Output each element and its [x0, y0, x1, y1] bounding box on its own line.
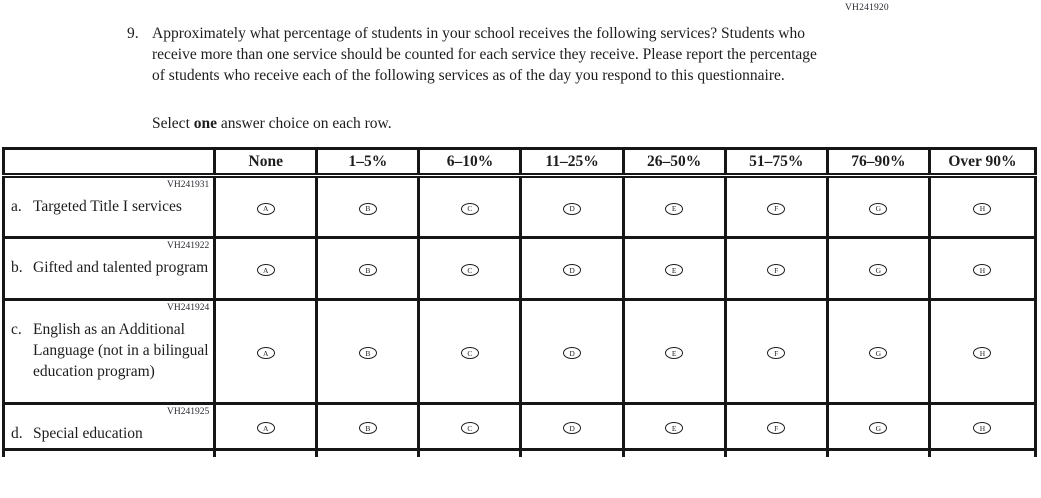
row-label-text: Targeted Title I services: [33, 198, 182, 215]
answer-cell-c-1: [317, 300, 419, 404]
answer-cell-b-7: [929, 238, 1035, 300]
cutoff-cell: [521, 450, 623, 457]
answer-cell-b-1: [317, 238, 419, 300]
table-row-d: [4, 404, 1036, 450]
answer-bubble-c-G[interactable]: G: [869, 347, 887, 359]
answer-bubble-b-A[interactable]: A: [257, 264, 275, 276]
corner-cell: [4, 149, 215, 176]
answer-cell-a-1: [317, 176, 419, 238]
column-header-4: 26–50%: [623, 149, 725, 176]
row-letter: b.: [11, 259, 23, 276]
row-label-cell: [4, 176, 215, 238]
cutoff-cell: [623, 450, 725, 457]
column-header-1: 1–5%: [317, 149, 419, 176]
answer-cell-b-4: [623, 238, 725, 300]
cutoff-cell: [827, 450, 929, 457]
answer-bubble-a-F[interactable]: F: [767, 203, 785, 215]
answer-cell-d-0: [215, 404, 317, 450]
answer-bubble-c-F[interactable]: F: [767, 347, 785, 359]
answer-cell-d-7: [929, 404, 1035, 450]
row-label: [11, 319, 211, 382]
answer-bubble-a-B[interactable]: B: [359, 203, 377, 215]
answer-bubble-d-H[interactable]: H: [973, 422, 991, 434]
answer-bubble-d-F[interactable]: F: [767, 422, 785, 434]
answer-cell-b-0: [215, 238, 317, 300]
row-label: [11, 196, 211, 217]
answer-cell-d-1: [317, 404, 419, 450]
row-label-cell: [4, 238, 215, 300]
column-header-7: Over 90%: [929, 149, 1035, 176]
answer-bubble-d-B[interactable]: B: [359, 422, 377, 434]
answer-bubble-a-C[interactable]: C: [461, 203, 479, 215]
question-text: Approximately what percentage of students in your school receives the following services? Students who receive more than one service should be counted for each service they receive. Please report the percentage of students who receive each of the following services as of the day you respond to this questionnaire.: [152, 24, 817, 85]
answer-cell-c-7: [929, 300, 1035, 404]
answer-cell-d-2: [419, 404, 521, 450]
instruction-line: [152, 115, 392, 133]
cutoff-cell: [929, 450, 1035, 457]
answer-bubble-d-E[interactable]: E: [665, 422, 683, 434]
row-label-cell: [4, 404, 215, 450]
column-header-2: 6–10%: [419, 149, 521, 176]
cutoff-cell: [4, 450, 215, 457]
answer-cell-d-5: [725, 404, 827, 450]
cutoff-cell: [215, 450, 317, 457]
question-number: 9.: [127, 24, 139, 42]
answer-bubble-d-A[interactable]: A: [257, 422, 275, 434]
answer-bubble-b-D[interactable]: D: [563, 264, 581, 276]
answer-bubble-c-D[interactable]: D: [563, 347, 581, 359]
cutoff-row-stub: [4, 450, 1036, 457]
row-letter: c.: [11, 321, 22, 338]
row-label: [11, 423, 211, 444]
instruction-suffix: answer choice on each row.: [217, 114, 392, 132]
row-letter: d.: [11, 425, 23, 442]
answer-bubble-c-E[interactable]: E: [665, 347, 683, 359]
answer-bubble-d-C[interactable]: C: [461, 422, 479, 434]
answer-cell-c-6: [827, 300, 929, 404]
answer-cell-b-3: [521, 238, 623, 300]
answer-bubble-b-H[interactable]: H: [973, 264, 991, 276]
row-item-code: VH241924: [166, 303, 210, 313]
answer-cell-d-6: [827, 404, 929, 450]
answer-cell-a-3: [521, 176, 623, 238]
answer-bubble-c-C[interactable]: C: [461, 347, 479, 359]
row-label: [11, 257, 211, 278]
table-row-c: [4, 300, 1036, 404]
answer-cell-a-4: [623, 176, 725, 238]
column-header-6: 76–90%: [827, 149, 929, 176]
cutoff-cell: [317, 450, 419, 457]
table-row-b: [4, 238, 1036, 300]
row-label-text: English as an Additional Language (not in a bilingual education program): [33, 321, 209, 380]
row-item-code: VH241925: [166, 407, 210, 417]
question-item-code: VH241920: [845, 3, 889, 13]
column-header-0: None: [215, 149, 317, 176]
row-item-code: VH241922: [166, 241, 210, 251]
answer-cell-c-5: [725, 300, 827, 404]
question-block: [127, 23, 828, 87]
row-item-code: VH241931: [166, 180, 210, 190]
column-header-5: 51–75%: [725, 149, 827, 176]
row-label-text: Special education: [33, 425, 143, 442]
answer-cell-b-6: [827, 238, 929, 300]
answer-grid-table: [2, 147, 1037, 457]
answer-bubble-c-A[interactable]: A: [257, 347, 275, 359]
answer-bubble-a-H[interactable]: H: [973, 203, 991, 215]
row-letter: a.: [11, 198, 22, 215]
answer-bubble-b-F[interactable]: F: [767, 264, 785, 276]
answer-cell-b-5: [725, 238, 827, 300]
answer-cell-a-7: [929, 176, 1035, 238]
instruction-bold-word: one: [193, 114, 217, 132]
answer-bubble-b-G[interactable]: G: [869, 264, 887, 276]
answer-cell-a-5: [725, 176, 827, 238]
answer-bubble-d-D[interactable]: D: [563, 422, 581, 434]
answer-cell-a-0: [215, 176, 317, 238]
answer-cell-c-3: [521, 300, 623, 404]
row-label-cell: [4, 300, 215, 404]
answer-cell-d-4: [623, 404, 725, 450]
answer-cell-c-4: [623, 300, 725, 404]
row-label-text: Gifted and talented program: [33, 259, 209, 276]
answer-cell-a-6: [827, 176, 929, 238]
answer-cell-a-2: [419, 176, 521, 238]
column-header-3: 11–25%: [521, 149, 623, 176]
answer-bubble-b-C[interactable]: C: [461, 264, 479, 276]
answer-bubble-c-H[interactable]: H: [973, 347, 991, 359]
answer-bubble-d-G[interactable]: G: [869, 422, 887, 434]
answer-bubble-c-B[interactable]: B: [359, 347, 377, 359]
answer-bubble-a-G[interactable]: G: [869, 203, 887, 215]
answer-bubble-b-B[interactable]: B: [359, 264, 377, 276]
table-row-a: [4, 176, 1036, 238]
answer-bubble-a-D[interactable]: D: [563, 203, 581, 215]
instruction-prefix: Select: [152, 114, 194, 132]
answer-grid-header: [4, 149, 1036, 176]
cutoff-cell: [725, 450, 827, 457]
answer-cell-c-0: [215, 300, 317, 404]
answer-cell-d-3: [521, 404, 623, 450]
answer-bubble-b-E[interactable]: E: [665, 264, 683, 276]
answer-cell-c-2: [419, 300, 521, 404]
cutoff-cell: [419, 450, 521, 457]
answer-bubble-a-E[interactable]: E: [665, 203, 683, 215]
answer-cell-b-2: [419, 238, 521, 300]
answer-bubble-a-A[interactable]: A: [257, 203, 275, 215]
